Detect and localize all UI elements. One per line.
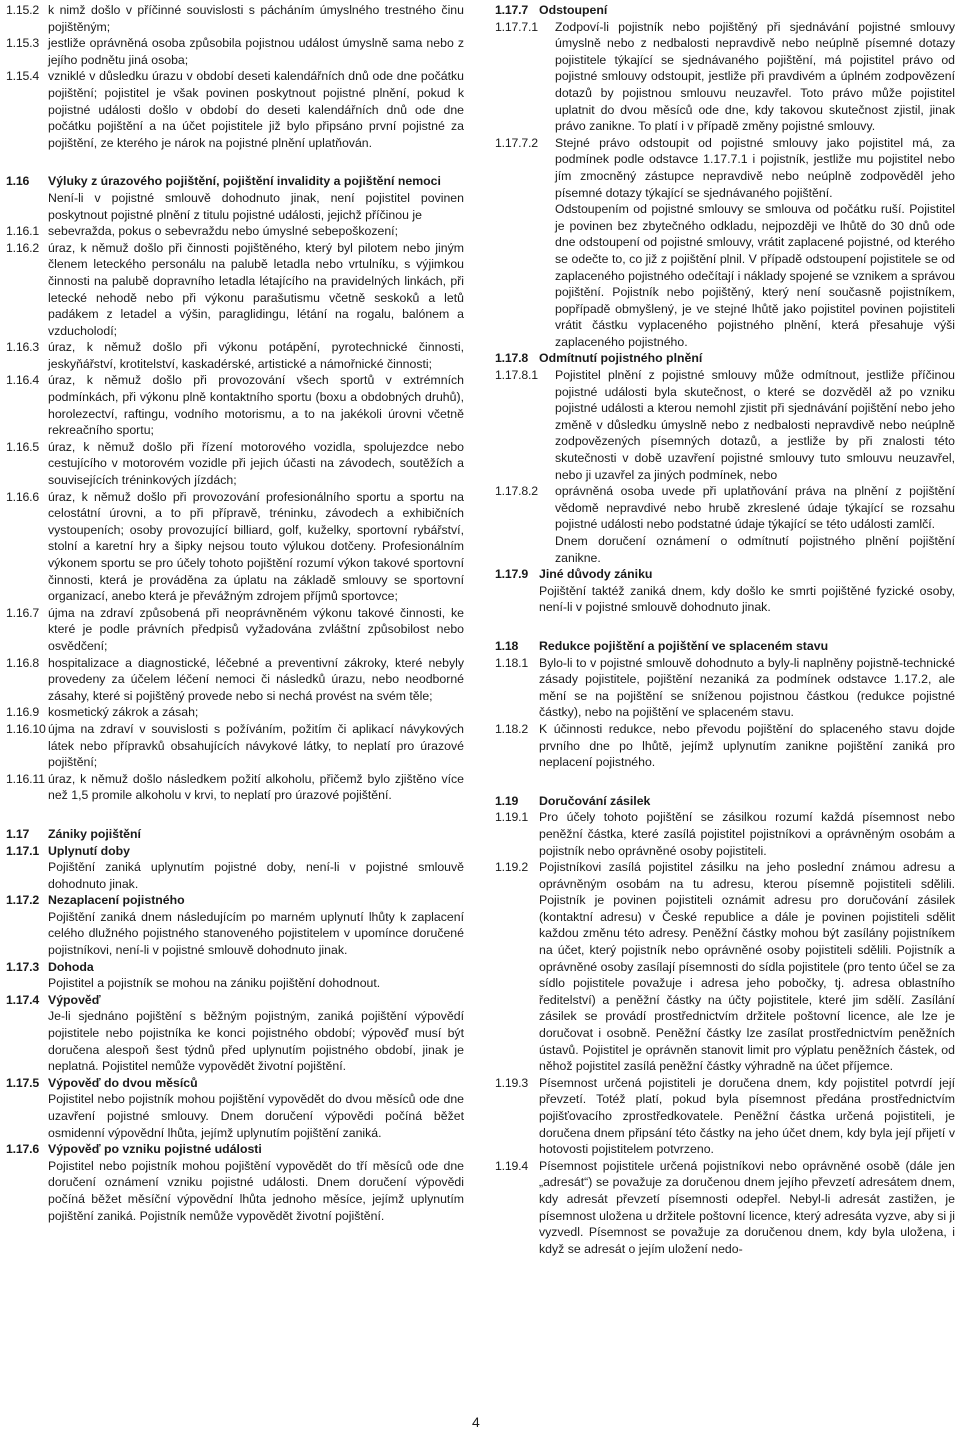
clause-1-17-1-text: Pojištění zaniká uplynutím pojistné doby, není-li v pojistné smlouvě dohodnuto jinak.	[48, 860, 464, 891]
clause-number: 1.17.9	[495, 567, 528, 582]
clause-text: Pojistníkovi zasílá pojistitel zásilku na jeho poslední známou adresu a oprávněným osobám na tu adresu, kterou písemně pojistiteli sdělili. Pojistník je povinen pojistiteli oznámit adresu pro doručování zásilek (kontaktní adresu) v České republice a dále je povinen pojistiteli sdělit každou změnu této adresy. Peněžní částky mohou být zasílány pojistníkem na účet, který pojistník nebo oprávněné osoby pojistiteli sdělili. Pojistník a oprávněné osoby zasílají písemnosti do sídla pojistitele (pro tento účel se za sídlo pojistitele považuje i adresa jeho pobočky, tj. adresa oblastního ředitelství) a peněžní částky na účty pojistitele, které jim sdělí. Zasílání zásilek se provádí prostřednictvím držitele poštovní licence, ale lze je doručovat i osobně. Peněžní částky lze zasílat prostřednictvím peněžních ústavů. Pojistitel je oprávněn stanovit limit pro výplatu peněžních částek, od něhož pojistitel zasílá peněžní částky výhradně na účet příjemce.	[539, 860, 955, 1074]
clause-text: Bylo-li to v pojistné smlouvě dohodnuto a byly-li naplněny pojistně-technické zásady pojistitele, pojištění nezaniká za podmínek odstavce 1.17.2, ale mění se na pojištění se sníženou pojistnou částkou (redukce pojistné částky), nebo na pojištění ve splaceném stavu.	[539, 655, 955, 720]
clause-number: 1.16.1	[6, 224, 39, 239]
page-number: 4	[472, 1414, 480, 1430]
clause-1-15-2	[6, 2, 464, 35]
section-1-17-heading	[6, 826, 464, 843]
clause-text: Pojistitel plnění z pojistné smlouvy může odmítnout, jestliže příčinou pojistné události byla skutečnost, o které se dozvěděl až po vzniku pojistné události a kterou nemohl zjistit při sjednávání pojištění nebo jeho změně v důsledku úmyslně nebo z nedbalosti nepravdivě nebo neúplně zodpovězených písemných dotazů, a jestliže by při znalosti této skutečnosti v době uzavření pojistné smlouvy tuto smlouvu neuzavřel, nebo ji uzavřel za jiných podmínek, nebo	[555, 368, 955, 482]
clause-1-16-4	[6, 372, 464, 438]
right-column	[495, 2, 955, 1257]
clause-title: Dohoda	[48, 959, 94, 974]
clause-1-16-2	[6, 240, 464, 340]
section-1-16-heading	[6, 173, 464, 190]
clause-title: Odmítnutí pojistného plnění	[539, 351, 703, 366]
clause-number: 1.16.11	[6, 771, 45, 786]
clause-number: 1.16.10	[6, 721, 46, 736]
clause-text: úraz, k němuž došlo při provozování profesionálního sportu a sportu na celostátní úrovni, a to při přípravě, tréninku, závodech a exhibičních vystoupeních; osoby provozující billiard, golf, kuželky, sportovní rybářství, stolní a karetní hry a šipky nejsou touto výlukou dotčeny. Profesionálním výkonem sportu se pro účely tohoto pojištění rozumí výkon takové sportovní činnosti, která je prováděna za úplatu na základě smlouvy se sportovní organizací, anebo která je převážným zdrojem příjmů sportovce;	[48, 489, 464, 604]
section-number: 1.17	[6, 826, 30, 841]
clause-text: úraz, k němuž došlo následkem požití alkoholu, přičemž bylo zjištěno více než 1,5 promile alkoholu v krvi, to neplatí pro úrazové pojištění.	[48, 771, 464, 803]
clause-number: 1.17.2	[6, 893, 39, 908]
clause-1-17-3-text: Pojistitel a pojistník se mohou na zániku pojištění dohodnout.	[48, 976, 381, 991]
left-column	[6, 2, 464, 1224]
clause-text: K účinnosti redukce, nebo převodu pojištění do splaceného stavu dojde prvního dne po lhůtě, jejímž uplynutím zanikne pojištění zaniká pro neplacení pojistného.	[539, 721, 955, 770]
clause-text: Písemnost určená pojistiteli je doručena dnem, kdy pojistitel potvrdí její převzetí. Totéž platí, pokud byla písemnost předána prostřednictvím pojišťovacího zprostředkovatele. Peněžní částka určená pojistiteli, je doručena dnem připsání této částky na jeho účet dnem, kdy byla její přijetí v hotovosti pojistitelem potvrzeno.	[539, 1075, 955, 1157]
clause-number: 1.17.1	[6, 843, 39, 858]
clause-1-17-9-text: Pojištění taktéž zaniká dnem, kdy došlo ke smrti pojištěné fyzické osoby, není-li v pojistné smlouvě dohodnuto jinak.	[539, 583, 955, 615]
clause-text: k nimž došlo v příčinné souvislosti s pácháním úmyslného trestného činu pojištěným;	[48, 3, 464, 34]
section-number: 1.19	[495, 793, 519, 808]
clause-1-17-5-text: Pojistitel nebo pojistník mohou pojištění vypovědět do dvou měsíců ode dne uzavření pojistné smlouvy. Dnem doručení výpovědi počíná běžet osmidenní výpovědní lhůta, jejímž uplynutím pojištění zaniká.	[48, 1092, 464, 1140]
clause-text: Pro účely tohoto pojištění se zásilkou rozumí každá písemnost nebo peněžní částka, které zasílá pojistitel pojistníkovi a oprávněným osobám a pojistník nebo oprávněné osoby pojistiteli.	[539, 810, 955, 858]
section-number: 1.16	[6, 174, 30, 189]
clause-1-17-8-heading	[495, 350, 955, 367]
clause-text: úraz, k němuž došlo při řízení motorového vozidla, spolujezdce nebo cestujícího v motorovém vozidle při jejich účasti na závodech, soutěžích a souvisejících tréninkových jízdách;	[48, 439, 464, 488]
clause-text: jestliže oprávněná osoba způsobila pojistnou událost úmyslně sama nebo z jejího podnětu jiná osoba;	[48, 36, 464, 67]
clause-1-17-2-text: Pojištění zaniká dnem následujícím po marném uplynutí lhůty k zaplacení celého dlužného pojistného stanoveného pojistitelem v upomínce doručené pojistníkovi, není-li v pojistné smlouvě dohodnuto jinak.	[48, 909, 464, 958]
clause-number: 1.18.1	[495, 655, 528, 670]
clause-number: 1.16.4	[6, 373, 39, 388]
clause-number: 1.17.7.2	[495, 135, 538, 150]
clause-text: hospitalizace a diagnostické, léčebné a preventivní zákroky, které nebyly provedeny za účelem léčení nemoci či následků úrazu, nebo neodborné zásahy, které si pojištěný provede nebo si nechá provést na svém těle;	[48, 655, 464, 703]
section-1-18-heading	[495, 638, 955, 655]
clause-text: úraz, k němuž došlo při provozování všech sportů v extrémních podmínkách, při výkonu plně kontaktního sportu (boxu a obdobných druhů), horolezectví, raftingu, vodního motorismu, a to na jakékoli úrovni včetně rekreačního sportu;	[48, 373, 464, 438]
clause-1-17-1-heading	[6, 843, 464, 860]
clause-1-18-1	[495, 655, 955, 721]
clause-1-17-8-2-continued: Dnem doručení oznámení o odmítnutí pojistného plnění pojištění zanikne.	[555, 534, 955, 565]
clause-number: 1.17.5	[6, 1075, 39, 1090]
section-1-19-heading	[495, 793, 955, 810]
clause-number: 1.16.9	[6, 705, 39, 720]
clause-number: 1.17.8	[495, 351, 528, 366]
clause-number: 1.17.6	[6, 1142, 39, 1157]
clause-text: újma na zdraví v souvislosti s požíváním, požitím či aplikací návykových látek nebo přípravků obsahujících návykové látky, to neplatí pro úrazové pojištění;	[48, 721, 464, 770]
section-1-16-intro: Není-li v pojistné smlouvě dohodnuto jinak, není pojistitel povinen poskytnout pojistné plnění z titulu pojistné události, jejichž příčinou je	[48, 190, 464, 222]
clause-text: kosmetický zákrok a zásah;	[48, 705, 199, 720]
clause-text: vzniklé v důsledku úrazu v období deseti kalendářních dnů ode dne počátku pojištění; pojistitel je však povinen poskytnout pojistné plnění, pokud k pojistné události došlo v období do deseti kalendářních dnů ode dne počátku pojištění a na účet pojistitele již bylo připsáno první pojistné za pojištění, ze kterého je nárok na pojistné plnění uplatňován.	[48, 69, 464, 150]
clause-title: Výpověď do dvou měsíců	[48, 1075, 198, 1090]
clause-1-17-2-heading	[6, 892, 464, 909]
clause-text: Zodpoví-li pojistník nebo pojištěný při sjednávání pojistné smlouvy úmyslně nebo z nedbalosti nepravdivě nebo neúplně písemné dotazy pojistitele týkající se sjednávaného pojištění, má pojistitel právo od pojistné smlouvy odstoupit, jestliže při pravdivém a úplném zodpovězení dotazů by pojistnou smlouvu neuzavřel. Toto právo může pojistitel uplatnit do dvou měsíců ode dne, kdy takovou skutečnost zjistil, jinak právo zanikne. To platí i v případě změny pojistné smlouvy.	[555, 19, 955, 134]
clause-1-19-2	[495, 859, 955, 1075]
clause-number: 1.15.2	[6, 3, 39, 17]
clause-text: úraz, k němuž došlo při výkonu potápění, pyrotechnické činnosti, jeskyňářství, krotitelství, kaskadérské, artistické a námořnické činnosti;	[48, 340, 464, 371]
clause-1-17-5-heading	[6, 1075, 464, 1092]
clause-title: Uplynutí doby	[48, 843, 130, 858]
clause-number: 1.17.3	[6, 959, 39, 974]
clause-1-17-6-text: Pojistitel nebo pojistník mohou pojištění vypovědět do tří měsíců ode dne doručení oznámení vzniku pojistné události. Dnem doručení výpovědi počíná běžet měsíční výpovědní lhůta jednoho měsíce, jejímž uplynutím pojištění zaniká. Pojistník nemůže vypovědět životní pojištění.	[48, 1158, 464, 1223]
clause-number: 1.17.7.1	[495, 19, 538, 34]
clause-1-17-7-2	[495, 135, 955, 201]
section-title: Výluky z úrazového pojištění, pojištění invalidity a pojištění nemoci	[48, 174, 441, 189]
clause-number: 1.17.4	[6, 992, 39, 1007]
section-title: Doručování zásilek	[539, 793, 651, 808]
section-number: 1.18	[495, 638, 519, 653]
clause-1-17-3-heading	[6, 959, 464, 976]
clause-1-19-4	[495, 1158, 955, 1258]
clause-1-19-3	[495, 1075, 955, 1158]
clause-text: Stejné právo odstoupit od pojistné smlouvy jako pojistitel má, za podmínek podle odstavce 1.17.7.1 i pojistník, jestliže mu pojistitel nebo jím zmocněný zástupce nepravdivě nebo neúplně zodpověděl jeho písemné dotazy týkající se sjednávaného pojištění.	[555, 135, 955, 200]
clause-1-18-2	[495, 721, 955, 771]
clause-number: 1.15.3	[6, 36, 39, 51]
clause-1-17-6-heading	[6, 1141, 464, 1158]
clause-number: 1.19.4	[495, 1158, 528, 1173]
clause-title: Výpověď	[48, 992, 101, 1007]
clause-text: úraz, k němuž došlo při činnosti pojištěného, který byl pilotem nebo jiným členem leteckého personálu na palubě letadla nebo vrtulníku, s výjimkou činnosti na palubě dopravního letadla létajícího na pravidelných linkách, při letecké nehodě nebo při výkonu parašutismu včetně seskoků a letů padákem z letadel a výšin, paraglidingu, létání na rogalu, balónem a vzducholodí;	[48, 240, 464, 338]
clause-title: Jiné důvody zániku	[539, 567, 653, 582]
clause-1-17-8-1	[495, 367, 955, 483]
clause-1-15-3	[6, 35, 464, 68]
clause-1-16-10	[6, 721, 464, 771]
clause-1-17-7-heading	[495, 2, 955, 19]
clause-text: Písemnost pojistitele určená pojistníkovi nebo oprávněné osobě (dále jen „adresát“) se považuje za doručenou dnem jejího převzetí adresátem dnem, kdy adresát převzetí písemnosti odepřel. Nebyl-li adresát zastižen, je písemnost uložena u držitele poštovní licence, který adresáta vyzve, aby si ji vyzvedl. Písemnost se považuje za doručenou dnem, kdy byla uložena, i když se adresát o jejím uložení nedo-	[539, 1158, 955, 1256]
clause-title: Nezaplacení pojistného	[48, 893, 185, 908]
clause-1-16-8	[6, 655, 464, 705]
clause-1-17-8-2	[495, 483, 955, 533]
clause-number: 1.17.8.2	[495, 484, 538, 499]
clause-1-16-7	[6, 605, 464, 655]
clause-1-17-7-2-continued: Odstoupením od pojistné smlouvy se smlouva od počátku ruší. Pojistitel je povinen bez zbytečného odkladu, nejpozději ve lhůtě do 30 dnů ode dne odstoupení od pojistné smlouvy, vrátit zaplacené pojistné, od kterého se odečte to, co již z pojištění plnil. V případě odstoupení pojistitele se od zaplaceného pojistného odečítají i náklady spojené se vznikem a správou pojištění. Pojistník nebo pojištěný, který není současně pojistníkem, popřípadě obmyšlený, je ve stejné lhůtě jako pojistitel povinen pojistiteli vrátit částku vyplaceného pojistného plnění, která přesahuje výši zaplaceného pojistného.	[555, 202, 955, 349]
clause-number: 1.16.2	[6, 240, 39, 255]
clause-1-17-9-heading	[495, 566, 955, 583]
clause-title: Výpověď po vzniku pojistné události	[48, 1142, 262, 1157]
clause-number: 1.19.3	[495, 1075, 528, 1090]
clause-text: oprávněná osoba uvede při uplatňování práva na plnění z pojištění vědomě nepravdivé nebo hrubě zkreslené údaje týkající se rozsahu pojistné události nebo podstatné údaje týkající se této události zamlčí.	[555, 484, 955, 532]
clause-number: 1.18.2	[495, 721, 528, 736]
clause-1-17-4-heading	[6, 992, 464, 1009]
clause-number: 1.16.6	[6, 489, 39, 504]
clause-number: 1.16.8	[6, 655, 39, 670]
clause-1-17-4-text: Je-li sjednáno pojištění s běžným pojistným, zaniká pojištění výpovědí pojistitele nebo pojistníka ke konci pojistného období; výpověď musí být doručena alespoň šest týdnů před uplynutím pojistného období, jinak je neplatná. Pojistitel nemůže vypovědět životní pojištění.	[48, 1009, 464, 1074]
clause-1-16-1	[6, 223, 464, 240]
clause-number: 1.19.1	[495, 810, 528, 825]
clause-1-16-6	[6, 489, 464, 605]
clause-number: 1.16.3	[6, 340, 39, 355]
clause-number: 1.16.5	[6, 439, 39, 454]
clause-1-15-4	[6, 68, 464, 151]
clause-1-19-1	[495, 809, 955, 859]
clause-number: 1.19.2	[495, 860, 528, 875]
clause-1-16-11	[6, 771, 464, 804]
clause-number: 1.17.7	[495, 3, 528, 17]
clause-text: újma na zdraví způsobená při neoprávněném výkonu takové činnosti, ke které je podle právních předpisů vyžadována zvláštní způsobilost nebo osvědčení;	[48, 605, 464, 653]
section-title: Zániky pojištění	[48, 826, 141, 841]
clause-number: 1.15.4	[6, 69, 39, 84]
clause-1-16-9	[6, 704, 464, 721]
clause-text: sebevražda, pokus o sebevraždu nebo úmyslné sebepoškození;	[48, 224, 398, 239]
clause-1-16-5	[6, 439, 464, 489]
clause-number: 1.16.7	[6, 605, 39, 620]
clause-1-17-7-1	[495, 19, 955, 135]
clause-1-16-3	[6, 339, 464, 372]
clause-title: Odstoupení	[539, 3, 608, 17]
section-title: Redukce pojištění a pojištění ve splaceném stavu	[539, 638, 829, 653]
clause-number: 1.17.8.1	[495, 368, 538, 383]
